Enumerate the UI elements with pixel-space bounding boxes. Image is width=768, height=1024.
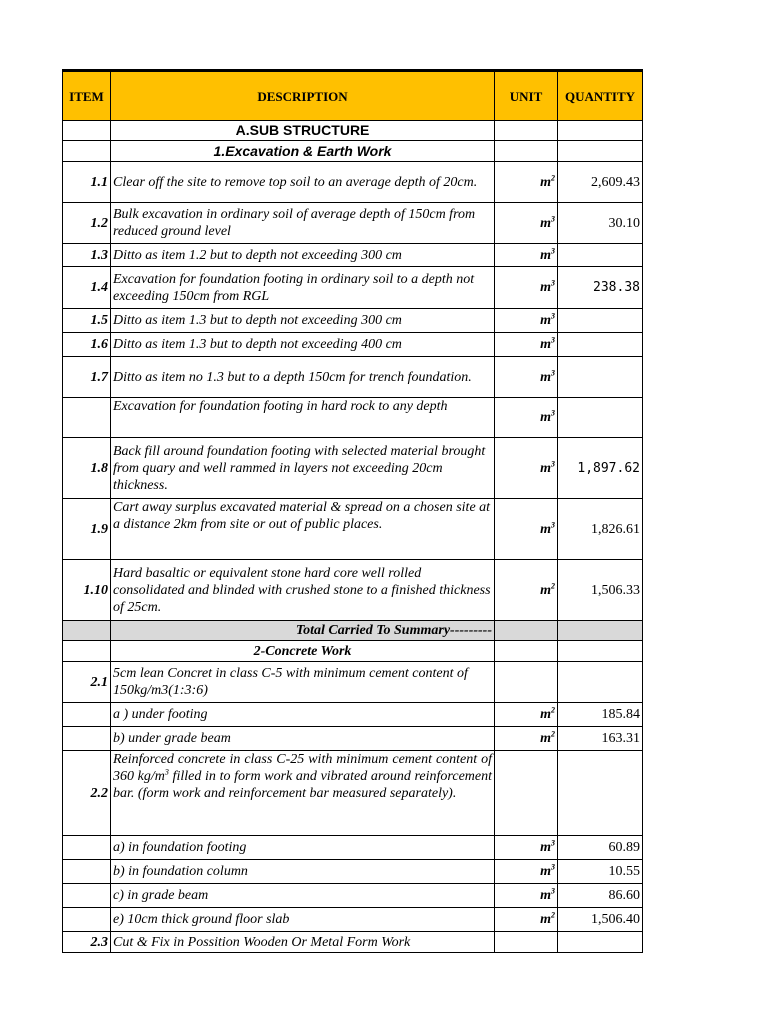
table-row (63, 662, 643, 703)
item-number: 1.4 (63, 267, 111, 309)
item-unit: $m^2$ (495, 703, 558, 727)
item-number (63, 836, 111, 860)
item-unit (495, 932, 558, 953)
header-item: ITEM (63, 71, 111, 121)
table-row (63, 836, 643, 860)
item-description: Ditto as item 1.3 but to depth not exceeding 400 cm (111, 333, 495, 357)
item-number: 1.9 (63, 499, 111, 560)
item-quantity (558, 244, 643, 267)
item-unit: $m^3$ (495, 333, 558, 357)
table-row (63, 499, 643, 560)
header-unit: UNIT (495, 71, 558, 121)
item-number: 1.2 (63, 203, 111, 244)
table-row (63, 203, 643, 244)
total-row (63, 621, 643, 641)
item-unit: $m^2$ (495, 560, 558, 621)
item-description: Clear off the site to remove top soil to an average depth of 20cm. (111, 162, 495, 203)
item-description: b) in foundation column (111, 860, 495, 884)
subsection-row (63, 141, 643, 162)
item-number (63, 727, 111, 751)
item-number: 2.2 (63, 751, 111, 836)
table-row (63, 751, 643, 836)
item-description: 5cm lean Concret in class C-5 with minimum cement content of 150kg/m3(1:3:6) (111, 662, 495, 703)
item-unit: $m^3$ (495, 398, 558, 438)
item-quantity (558, 932, 643, 953)
item-unit: $m^3$ (495, 884, 558, 908)
header-quantity: QUANTITY (558, 71, 643, 121)
item-description: c) in grade beam (111, 884, 495, 908)
table-row (63, 860, 643, 884)
total-label: Total Carried To Summary--------- (111, 621, 495, 641)
item-number (63, 703, 111, 727)
subsection-title: 1.Excavation & Earth Work (111, 141, 495, 162)
item-description: Back fill around foundation footing with selected material brought from quary and well rammed in layers not exceeding 20cm thickness. (111, 438, 495, 499)
item-number: 1.5 (63, 309, 111, 333)
item-description: Reinforced concrete in class C-25 with minimum cement content of 360 $kg/m^3$ filled in to form work and vibrated around reinforcement bar. (form work and reinforcement bar measured separately). (111, 751, 495, 836)
item-description: a) in foundation footing (111, 836, 495, 860)
item-description: Ditto as item 1.3 but to depth not exceeding 300 cm (111, 309, 495, 333)
item-quantity: 1,826.61 (558, 499, 643, 560)
item-number (63, 398, 111, 438)
item-description: Cart away surplus excavated material & spread on a chosen site at a distance 2km from site or out of public places. (111, 499, 495, 560)
table-row (63, 244, 643, 267)
item-unit: $m^3$ (495, 244, 558, 267)
table-row (63, 884, 643, 908)
item-description: e) 10cm thick ground floor slab (111, 908, 495, 932)
item-unit: $m^3$ (495, 499, 558, 560)
item-quantity (558, 333, 643, 357)
table-row (63, 398, 643, 438)
item-quantity: 86.60 (558, 884, 643, 908)
item-description: Ditto as item 1.2 but to depth not exceeding 300 cm (111, 244, 495, 267)
table-row (63, 908, 643, 932)
subsection-title: 2-Concrete Work (111, 641, 495, 662)
item-unit: $m^3$ (495, 836, 558, 860)
item-quantity: 60.89 (558, 836, 643, 860)
item-quantity: 2,609.43 (558, 162, 643, 203)
item-quantity: 1,897.62 (558, 438, 643, 499)
item-unit: $m^3$ (495, 203, 558, 244)
item-number: 1.6 (63, 333, 111, 357)
item-number: 1.3 (63, 244, 111, 267)
item-quantity (558, 309, 643, 333)
item-number: 1.10 (63, 560, 111, 621)
item-description: Excavation for foundation footing in hard rock to any depth (111, 398, 495, 438)
table-row (63, 932, 643, 953)
table-row (63, 162, 643, 203)
item-unit: $m^2$ (495, 727, 558, 751)
item-description: Hard basaltic or equivalent stone hard core well rolled consolidated and blinded with crushed stone to a finished thickness of 25cm. (111, 560, 495, 621)
item-number: 2.3 (63, 932, 111, 953)
item-quantity (558, 398, 643, 438)
item-description: Bulk excavation in ordinary soil of average depth of 150cm from reduced ground level (111, 203, 495, 244)
item-description: Excavation for foundation footing in ordinary soil to a depth not exceeding 150cm from RGL (111, 267, 495, 309)
item-quantity: 163.31 (558, 727, 643, 751)
item-number: 1.1 (63, 162, 111, 203)
item-quantity: 10.55 (558, 860, 643, 884)
item-unit: $m^3$ (495, 357, 558, 398)
item-description: b) under grade beam (111, 727, 495, 751)
item-quantity: 1,506.33 (558, 560, 643, 621)
item-quantity (558, 662, 643, 703)
item-description: a ) under footing (111, 703, 495, 727)
item-unit: $m^3$ (495, 860, 558, 884)
header-description: DESCRIPTION (111, 71, 495, 121)
item-number (63, 908, 111, 932)
item-quantity: 30.10 (558, 203, 643, 244)
item-unit: $m^2$ (495, 162, 558, 203)
table-row (63, 333, 643, 357)
subsection-row (63, 641, 643, 662)
item-number (63, 884, 111, 908)
item-quantity: 185.84 (558, 703, 643, 727)
item-description: Ditto as item no 1.3 but to a depth 150cm for trench foundation. (111, 357, 495, 398)
table-row (63, 267, 643, 309)
item-unit: $m^3$ (495, 438, 558, 499)
table-row (63, 357, 643, 398)
item-number: 1.8 (63, 438, 111, 499)
table-row (63, 438, 643, 499)
item-quantity (558, 357, 643, 398)
table-row (63, 560, 643, 621)
item-quantity: 238.38 (558, 267, 643, 309)
item-unit (495, 662, 558, 703)
item-number: 1.7 (63, 357, 111, 398)
table-row (63, 703, 643, 727)
item-unit: $m^3$ (495, 309, 558, 333)
section-title: A.SUB STRUCTURE (111, 121, 495, 141)
item-number (63, 860, 111, 884)
item-unit: $m^2$ (495, 908, 558, 932)
item-quantity: 1,506.40 (558, 908, 643, 932)
header-row (63, 71, 643, 121)
item-description: Cut & Fix in Possition Wooden Or Metal Form Work (111, 932, 495, 953)
table-row (63, 727, 643, 751)
item-unit: $m^3$ (495, 267, 558, 309)
item-number: 2.1 (63, 662, 111, 703)
boq-table (62, 69, 643, 953)
section-row (63, 121, 643, 141)
table-row (63, 309, 643, 333)
